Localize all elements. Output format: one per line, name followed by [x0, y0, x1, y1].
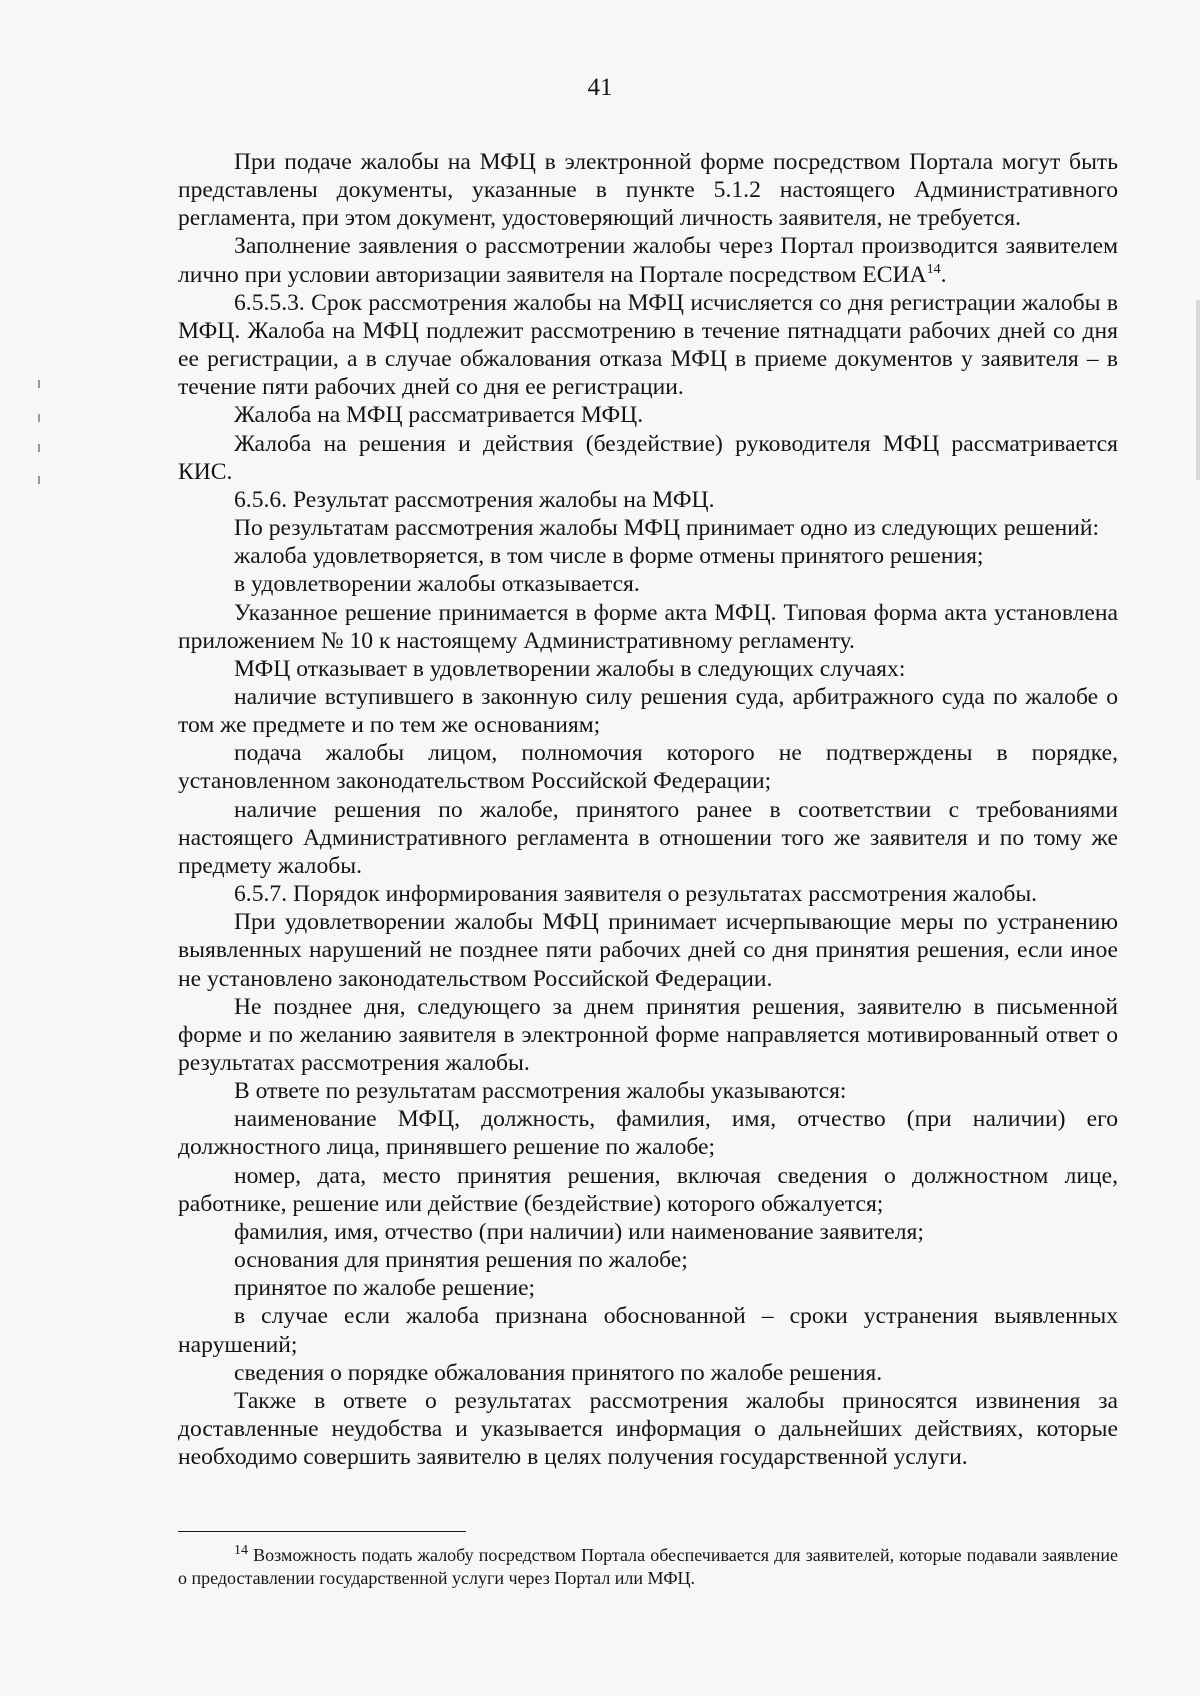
paragraph: Не позднее дня, следующего за днем принятия решения, заявителю в письменной форме и по желанию заявителя в электронной форме направляется мотивированный ответ о результатах рассмотрения жалобы. — [178, 993, 1118, 1076]
footnote-separator — [178, 1531, 466, 1532]
footnote-marker: 14 — [234, 1543, 248, 1558]
paragraph-end-punctuation: . — [940, 261, 947, 288]
paragraph: При подаче жалобы на МФЦ в электронной форме посредством Портала могут быть представлены документы, указанные в пункте 5.1.2 настоящего Административного регламента, при этом документ, удостоверяющий личность заявителя, не требуется. — [178, 149, 1118, 232]
list-item: подача жалобы лицом, полномочия которого не подтверждены в порядке, установленном законодательством Российской Федерации; — [178, 740, 1118, 795]
paragraph — [178, 232, 1118, 288]
binder-hole-marks — [36, 380, 42, 500]
paragraph: Жалоба на МФЦ рассматривается МФЦ. — [234, 402, 644, 429]
footnote-text: Возможность подать жалобу посредством Портала обеспечивается для заявителей, которые подавали заявление о предоставлении государственной услуги через Портал или МФЦ. — [178, 1545, 1118, 1588]
paragraph-text: Заполнение заявления о рассмотрении жалобы через Портал производится заявителем лично при условии авторизации заявителя на Портале посредством ЕСИА — [178, 233, 1118, 288]
paragraph: МФЦ отказывает в удовлетворении жалобы в следующих случаях: — [234, 655, 906, 682]
paragraph: Указанное решение принимается в форме акта МФЦ. Типовая форма акта установлена приложением № 10 к настоящему Административному регламенту. — [178, 599, 1118, 654]
body-text — [178, 148, 1118, 1471]
page-number: 41 — [587, 74, 613, 101]
paragraph: Также в ответе о результатах рассмотрения жалобы приносятся извинения за доставленные неудобства и указывается информация о дальнейших действиях, которые необходимо совершить заявителю в целях получения государственной услуги. — [178, 1387, 1118, 1471]
paragraph: 6.5.5.3. Срок рассмотрения жалобы на МФЦ исчисляется со дня регистрации жалобы в МФЦ. Жалоба на МФЦ подлежит рассмотрению в течение пятнадцати рабочих дней со дня ее регистрации, а в случае обжалования отказа МФЦ в приеме документов у заявителя – в течение пяти рабочих дней со дня ее регистрации. — [178, 289, 1118, 401]
paragraph: В ответе по результатам рассмотрения жалобы указываются: — [234, 1078, 847, 1105]
paragraph: При удовлетворении жалобы МФЦ принимает исчерпывающие меры по устранению выявленных нарушений не позднее пяти рабочих дней со дня принятия решения, если иное не установлено законодательством Российской Федерации. — [178, 909, 1118, 992]
list-item: фамилия, имя, отчество (при наличии) или наименование заявителя; — [234, 1218, 924, 1245]
paragraph: Жалоба на решения и действия (бездействие) руководителя МФЦ рассматривается КИС. — [178, 430, 1118, 485]
list-item: наличие решения по жалобе, принятого ранее в соответствии с требованиями настоящего Административного регламента в отношении того же заявителя и по тому же предмету жалобы. — [178, 796, 1118, 879]
list-item: в удовлетворении жалобы отказывается. — [234, 571, 640, 598]
list-item: жалоба удовлетворяется, в том числе в форме отмены принятого решения; — [234, 543, 984, 570]
section-heading: 6.5.7. Порядок информирования заявителя о результатах рассмотрения жалобы. — [234, 881, 1038, 908]
list-item: принятое по жалобе решение; — [234, 1275, 536, 1302]
list-item: наличие вступившего в законную силу решения суда, арбитражного суда по жалобе о том же предмете и по тем же основаниям; — [178, 683, 1118, 739]
section-heading: 6.5.6. Результат рассмотрения жалобы на МФЦ. — [234, 486, 715, 513]
scan-edge-shadow — [1196, 300, 1200, 480]
list-item: номер, дата, место принятия решения, включая сведения о должностном лице, работнике, решение или действие (бездействие) которого обжалуется; — [178, 1162, 1118, 1217]
footnote-reference[interactable]: 14 — [926, 261, 941, 277]
paragraph: По результатам рассмотрения жалобы МФЦ принимает одно из следующих решений: — [234, 515, 1100, 542]
list-item: основания для принятия решения по жалобе; — [234, 1247, 688, 1274]
list-item: в случае если жалоба признана обоснованной – сроки устранения выявленных нарушений; — [178, 1303, 1118, 1358]
footnote — [178, 1544, 1118, 1590]
list-item: наименование МФЦ, должность, фамилия, имя, отчество (при наличии) его должностного лица, принявшего решение по жалобе; — [178, 1106, 1118, 1161]
list-item: сведения о порядке обжалования принятого по жалобе решения. — [234, 1359, 883, 1386]
